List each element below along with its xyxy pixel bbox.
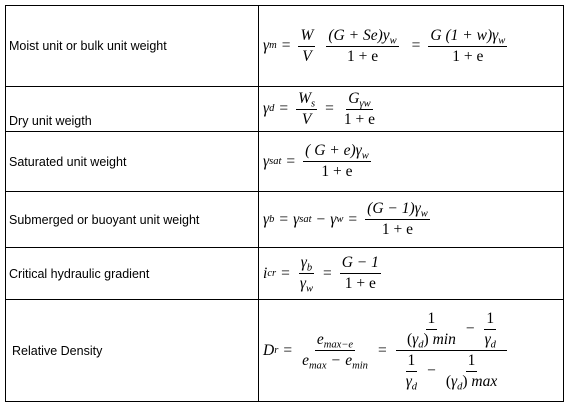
denominator-subscript: min xyxy=(352,360,368,372)
denominator-subscript: d xyxy=(457,381,463,393)
minus-sign: − xyxy=(427,361,436,379)
formula-moist-unit-weight: γ m = $\frac{W}{V}$ $\frac{(G + Se)y_w}{1 + e}$ = $\frac{G (1 + w)\gamma_w}{1 + e}$ xyxy=(263,26,506,65)
fraction xyxy=(298,27,315,66)
numerator-subscript: max−e xyxy=(323,339,354,351)
term-subscript: w xyxy=(336,213,344,225)
formula-cell xyxy=(259,192,564,248)
numerator-subscript: w xyxy=(420,208,428,220)
formula-saturated-unit-weight: γ sat = $\frac{( G + e)\gamma_w}{1 + e}$ xyxy=(263,142,369,180)
denominator: γ xyxy=(412,331,419,349)
denominator: γ xyxy=(484,331,491,349)
numerator-subscript: w xyxy=(498,35,506,47)
min-label: min xyxy=(432,331,456,349)
denominator: 1 + e xyxy=(344,275,376,292)
row-label: Dry unit weigth xyxy=(6,87,259,132)
table-row xyxy=(6,6,564,87)
numerator-subscript: w xyxy=(361,150,369,162)
table-row xyxy=(6,300,564,402)
symbol-subscript: m xyxy=(269,40,277,51)
formula-cell xyxy=(259,248,564,300)
symbol: i xyxy=(263,264,268,282)
denominator: 1 + e xyxy=(343,110,376,128)
denominator: V xyxy=(301,110,312,128)
symbol: γ xyxy=(263,37,270,54)
fraction xyxy=(296,90,317,129)
max-label: max xyxy=(471,372,498,390)
numerator: (G + Se)y xyxy=(328,26,390,44)
fraction xyxy=(303,142,371,181)
term: γ xyxy=(330,210,337,228)
denominator-subscript: d xyxy=(411,381,418,393)
numerator: 1 xyxy=(407,352,416,369)
numerator: 1 xyxy=(427,310,436,328)
minus-sign: − xyxy=(465,320,475,338)
denominator-subscript: max xyxy=(308,360,327,372)
fraction xyxy=(404,352,419,391)
denominator: 1 + e xyxy=(346,47,379,65)
denominator: γ xyxy=(299,275,306,292)
formula-cell xyxy=(259,300,564,402)
symbol: γ xyxy=(263,210,270,228)
numerator: ( G + e)γ xyxy=(305,142,362,160)
table-row xyxy=(6,248,564,300)
table-row xyxy=(6,132,564,192)
minus-sign: − xyxy=(331,352,341,369)
fraction xyxy=(298,254,315,293)
formula-table xyxy=(5,5,564,402)
numerator-subscript: γw xyxy=(359,98,371,110)
row-label: Relative Density xyxy=(6,300,259,402)
formula-submerged-unit-weight: γ b = γ sat − γ w = $\frac{(G - 1)\gamma_w}{1 + e}$ xyxy=(263,200,428,238)
row-label: Saturated unit weight xyxy=(6,132,259,192)
numerator: (G − 1)γ xyxy=(367,200,421,218)
denominator: γ xyxy=(405,372,412,390)
compound-fraction xyxy=(395,310,509,393)
denominator-subscript: w xyxy=(305,283,313,295)
formula-cell xyxy=(259,6,564,87)
formula-critical-hydraulic-gradient: i cr = $\frac{\gamma_b}{\gamma_w}$ = $\frac{G - 1}{1 + e}$ xyxy=(263,254,379,295)
formula-cell xyxy=(259,132,564,192)
fraction xyxy=(300,331,370,370)
denominator: e xyxy=(302,352,309,369)
fraction: $\frac{1}{(\gamma_d) \min}$ xyxy=(406,310,456,351)
symbol-subscript: cr xyxy=(267,267,277,279)
symbol: γ xyxy=(263,100,270,117)
fraction xyxy=(483,310,498,349)
fraction xyxy=(365,200,430,239)
formula-cell xyxy=(259,87,564,132)
numerator: G − 1 xyxy=(341,254,379,272)
term: γ xyxy=(293,210,300,228)
table-row xyxy=(6,87,564,132)
formula-relative-density: D r = $\frac{e_{max-e}}{e_{max} - e_{min}}$ = $\frac{1}{(\gamma_d) \min}$ − $\frac{1}{\gamma_d}$ $\frac{1}{\gamma_d}$ − $\frac{1}{(\gamma_d) \max}$ xyxy=(263,310,511,390)
denominator: 1 + e xyxy=(381,221,414,238)
symbol-subscript: d xyxy=(269,103,275,114)
denominator: V xyxy=(302,47,312,65)
numerator: 1 xyxy=(467,352,476,369)
row-label: Submerged or buoyant unit weight xyxy=(6,192,259,248)
numerator-subscript: b xyxy=(306,262,313,274)
fraction xyxy=(326,27,398,66)
fraction xyxy=(342,90,377,129)
symbol-subscript: sat xyxy=(269,155,282,167)
denominator: 1 + e xyxy=(452,47,484,65)
table-row xyxy=(6,192,564,248)
formula-dry-unit-weight: γ d = $\frac{W_s}{V}$ = $\frac{G_{\gamma w}}{1 + e}$ xyxy=(263,89,376,128)
denominator: 1 + e xyxy=(321,163,353,180)
fraction: $\frac{1}{(\gamma_d) \max}$ xyxy=(445,352,498,393)
numerator-subscript: w xyxy=(389,35,397,47)
symbol: γ xyxy=(263,152,270,170)
term-subscript: sat xyxy=(299,213,312,225)
symbol: D xyxy=(263,341,275,359)
row-label: Critical hydraulic gradient xyxy=(6,248,259,300)
numerator: G (1 + w)γ xyxy=(430,26,499,44)
fraction xyxy=(340,254,381,293)
numerator: W xyxy=(298,89,312,107)
fraction xyxy=(428,27,507,66)
numerator: W xyxy=(300,26,314,44)
numerator: G xyxy=(348,89,360,107)
denominator: γ xyxy=(450,372,458,390)
symbol-subscript: b xyxy=(269,213,275,225)
numerator: e xyxy=(316,331,324,349)
numerator: 1 xyxy=(486,310,495,328)
row-label: Moist unit or bulk unit weight xyxy=(6,6,259,87)
numerator-subscript: s xyxy=(311,98,316,110)
denominator-subscript: d xyxy=(418,339,424,351)
symbol-subscript: r xyxy=(274,344,279,356)
denominator: e xyxy=(345,352,353,369)
denominator-subscript: d xyxy=(490,339,496,351)
numerator: γ xyxy=(300,254,307,272)
